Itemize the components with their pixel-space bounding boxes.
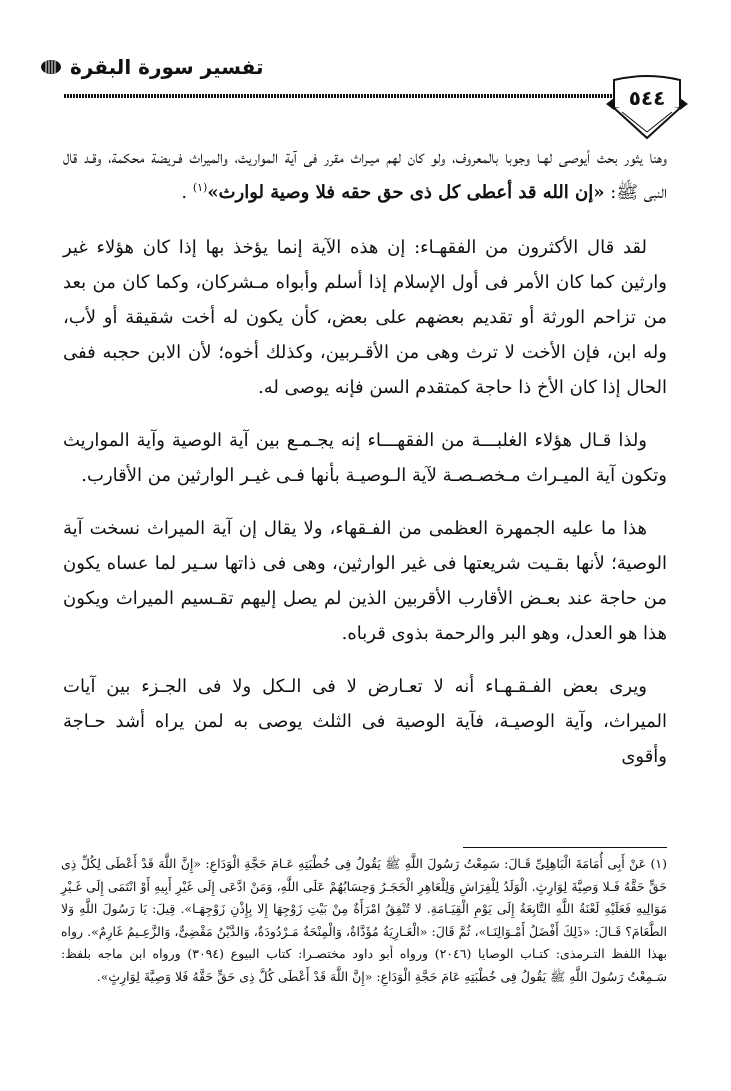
running-title: تفسير سورة البقرة: [70, 55, 264, 79]
footnote-text: (١) عَنْ أَبِى أُمَامَةَ الْبَاهِلِىِّ قَـالَ: سَمِعْتُ رَسُولَ اللَّهِ ﷺ يَقُولُ فِى خُطْبَتِهِ عَـامَ حَجَّةِ الْوَدَاعِ: «إِنَّ اللَّهَ قَدْ أَعْطَى لِكُلِّ ذِى حَقٍّ حَقَّهُ فَـلا وَصِيَّةَ لِوَارِثٍ. الْوَلَدُ لِلْفِرَاشِ وَلِلْعَاهِرِ الْحَجَـرُ وَحِسَابُهُمْ عَلَى اللَّهِ، وَمَنْ ادَّعَى إِلَى غَيْرِ أَبِيهِ أَوْ انْتَمَى إِلَى غَـيْرِ مَوَالِيهِ فَعَلَيْهِ لَعْنَةُ اللَّهِ التَّابِعَةُ إِلَى يَوْمِ الْقِيَـامَةِ. لا تُنْفِقُ امْرَأَةٌ مِنْ بَيْتِ زَوْجِهَا إِلا بِإِذْنِ زَوْجِهَـا». قِيلَ: يَا رَسُولَ اللَّهِ وَلا الطَّعَامَ؟ قَـالَ: «ذَلِكَ أَفْضَلُ أَمْـوَالِنَـا»، ثُمَّ قَالَ: «الْعَـارِيَةُ مُؤَدَّاةٌ، وَالْمِنْحَةُ مَـرْدُودَةٌ، وَالدَّيْنُ مَقْضِىٌّ، وَالزَّعِـيمُ غَارِمٌ». رواه بهذا اللفظ التـرمذى: كتـاب الوصايا (٢٠٤٦) ورواه أبو داود مختصـرا: كتاب البيوع (٣٠٩٤) ورواه ابن ماجه بلفظ: سَـمِعْتُ رَسُولَ اللَّهِ ﷺ يَقُولُ فِى خُطْبَتِهِ عَامَ حَجَّةِ الْوَدَاعِ: «إِنَّ اللَّهَ قَدْ أَعْطَى كُلَّ ذِى حَقٍّ حَقَّهُ فَلا وَصِيَّةَ لِوَارِثٍ».: [61, 856, 667, 984]
page-badge: [606, 74, 688, 140]
header-rule: [64, 94, 612, 98]
footnote-reference[interactable]: (١): [192, 181, 208, 194]
paragraph-1: [63, 140, 667, 210]
footnote: [61, 853, 667, 988]
footnote-separator: [463, 847, 667, 848]
running-header: [30, 52, 330, 82]
paragraph-1-end: .: [181, 182, 193, 203]
paragraph-3: ولذا قـال هؤلاء الغلبـــة من الفقهـــاء إنه يجـمـع بين آية الوصية وآية المواريث وتكون آية الميـراث مـخصـصـة لآية الـوصيـة بأنها فـى غيـر الوارثين من الأقارب.: [63, 430, 667, 486]
paragraph-4: هذا ما عليه الجمهرة العظمى من الفـقهاء، ولا يقال إن آية الميراث نسخت آية الوصية؛ لأنها بقـيت شريعتها فى غير الوارثين، وهى فى ذاتها سـير لما عساه يكون من حاجة عند بعـض الأقارب الأقربين الذين لم يصل إليهم تقـسيم الميراث ويكون هذا هو العدل، وهو البر والرحمة بذوى قرباه.: [63, 518, 667, 644]
paragraph-5: ويرى بعض الفـقـهـاء أنه لا تعـارض لا فى الـكل ولا فى الجـزء بين آيات الميراث، وآية الوصيـة، فآية الوصية فى الثلث يوصى به لمن يراه أشد حـاجة وأقوى: [63, 676, 667, 767]
ornament-icon: [40, 59, 62, 75]
main-text: [63, 140, 667, 792]
paragraph-2: لقد قال الأكثرون من الفقهـاء: إن هذه الآية إنما يؤخذ بها إذا كان هؤلاء غير وارثين كما كان الأمر فى أول الإسلام إذا أسلم وأبواه مـشركان، وكما كان من بعد من تزاحم الورثة أو تقديم بعضهم على بعض، كأن يكون له أخت شقيقة أو لأب، وله ابن، فإن الأخت لا ترث وهى من الأقـربين، وكذلك أخوه؛ لأن الابن حجبه ففى الحال إذا كان الأخ ذا حاجة كمتقدم السن فإنه يوصى له.: [63, 237, 667, 398]
page-number: ٥٤٤: [628, 86, 666, 110]
paragraph-1-text: وهنا يثور بحث أيوصى لهـا وجوبا بالمعروف، ولو كان لهم ميـراث مقرر فى آية المواريث، والميراث فـريضة محكمة، وقـد قال النبى ﷺ:: [63, 147, 667, 203]
hadith-quote: «إن الله قد أعطى كل ذى حق حقه فلا وصية لوارث»: [207, 182, 605, 203]
